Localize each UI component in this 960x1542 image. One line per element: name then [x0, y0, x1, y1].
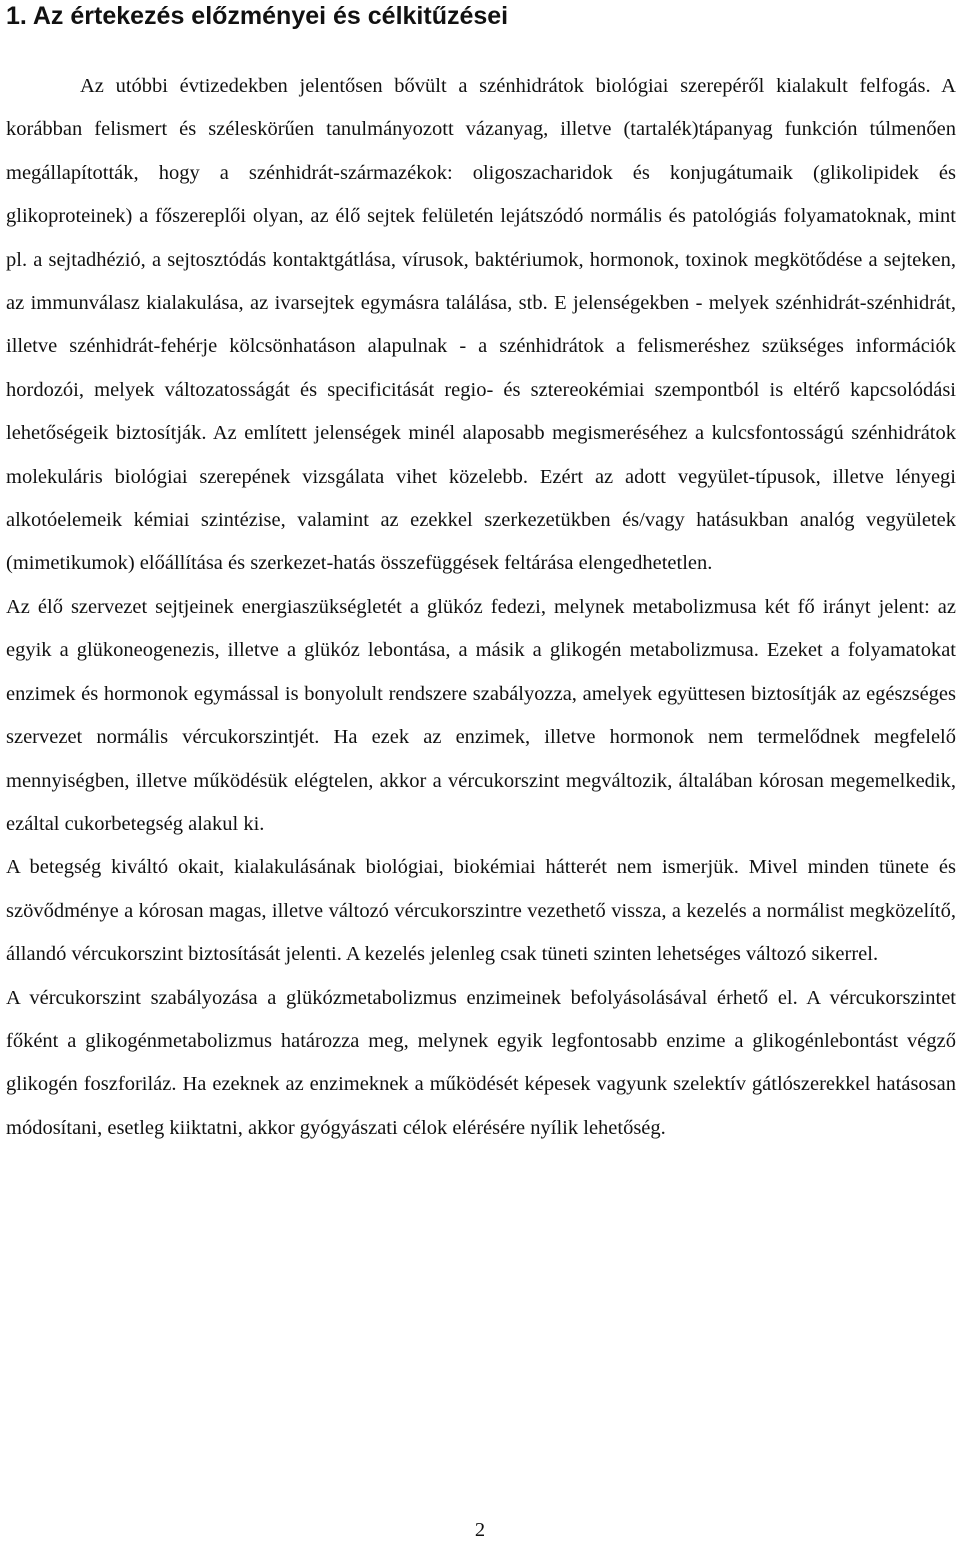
section-heading: 1. Az értekezés előzményei és célkitűzései [6, 2, 509, 30]
paragraph-4: A vércukorszint szabályozása a glükózmetabolizmus enzimeinek befolyásolásával érhető el. A vércukorszintet főként a glikogénmetabolizmus határozza meg, melynek egyik legfontosabb enzime a glikogénlebontást végző glikogén foszforiláz. Ha ezeknek az enzimeknek a működését képesek vagyunk szelektív gátlószerekkel hatásosan módosítani, esetleg kiiktatni, akkor gyógyászati célok elérésére nyílik lehetőség. [6, 986, 956, 1139]
paragraph-1: Az utóbbi évtizedekben jelentősen bővült a szénhidrátok biológiai szerepéről kialakult felfogás. A korábban felismert és széleskörűen tanulmányozott vázanyag, illetve (tartalék)tápanyag funkción túlmenően megállapították, hogy a szénhidrát-származékok: oligoszacharidok és konjugátumaik (glikolipidek és glikoproteinek) a főszereplői olyan, az élő sejtek felületén lejátszódó normális és patológiás folyamatoknak, mint pl. a sejtadhézió, a sejtosztódás kontaktgátlása, vírusok, baktériumok, hormonok, toxinok megkötődése a sejteken, az immunválasz kialakulása, az ivarsejtek egymásra találása, stb. E jelenségekben - melyek szénhidrát-szénhidrát, illetve szénhidrát-fehérje kölcsönhatáson alapulnak - a szénhidrátok a felismeréshez szükséges információk hordozói, melyek változatosságát és specificitását regio- és sztereokémiai szempontból is eltérő kapcsolódási lehetőségeik biztosítják. Az említett jelenségek minél alaposabb megismeréséhez a kulcsfontosságú szénhidrátok molekuláris biológiai szerepének vizsgálata vihet közelebb. Ezért az adott vegyület-típusok, illetve lényegi alkotóelemeik kémiai szintézise, valamint az ezekkel szerkezetükben és/vagy hatásukban analóg vegyületek (mimetikumok) előállítása és szerkezet-hatás összefüggések feltárása elengedhetetlen. [6, 75, 956, 575]
paragraph-3: A betegség kiváltó okait, kialakulásának biológiai, biokémiai hátterét nem ismerjük. Mivel minden tünete és szövődménye a kórosan magas, illetve változó vércukorszintre vezethető vissza, a kezelés a normálist megközelítő, állandó vércukorszint biztosítását jelenti. A kezelés jelenleg csak tüneti szinten lehetséges változó sikerrel. [6, 856, 956, 966]
page-number: 2 [474, 1519, 486, 1541]
body-text [6, 65, 956, 1150]
paragraph-2: Az élő szervezet sejtjeinek energiaszükségletét a glükóz fedezi, melynek metabolizmusa két fő irányt jelent: az egyik a glükoneogenezis, illetve a glükóz lebontása, a másik a glikogén metabolizmusa. Ezeket a folyamatokat enzimek és hormonok egymással is bonyolult rendszere szabályozza, amelyek együttesen biztosítják az egészséges szervezet normális vércukorszintjét. Ha ezek az enzimek, illetve hormonok nem termelődnek megfelelő mennyiségben, illetve működésük elégtelen, akkor a vércukorszint megváltozik, általában kórosan megemelkedik, ezáltal cukorbetegség alakul ki. [6, 595, 956, 835]
